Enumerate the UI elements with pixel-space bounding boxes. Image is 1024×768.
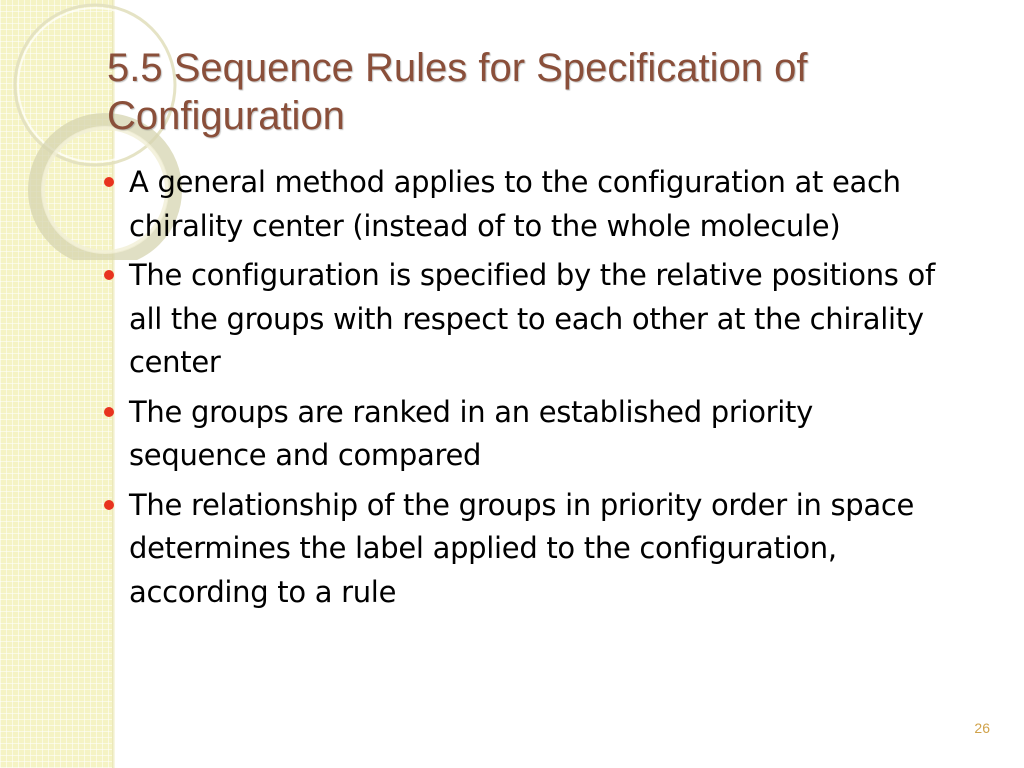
bullet-text: The groups are ranked in an established priority sequence and compared — [129, 394, 813, 472]
decorative-side-band — [0, 0, 112, 768]
bullet-dot-icon — [104, 407, 114, 417]
bullet-item — [100, 161, 940, 248]
bullet-item — [100, 484, 940, 615]
bullet-dot-icon — [104, 500, 114, 510]
bullet-item — [100, 391, 940, 478]
bullet-list — [100, 161, 940, 620]
bullet-dot-icon — [104, 177, 114, 187]
bullet-text: The configuration is specified by the relative positions of all the groups with respect to each other at the chirality center — [129, 258, 935, 379]
bullet-item — [100, 254, 940, 385]
bullet-text: The relationship of the groups in priority order in space determines the label applied to the configuration, according to a rule — [129, 487, 915, 609]
slide-title: 5.5 Sequence Rules for Specification of Configuration — [107, 46, 808, 138]
bullet-dot-icon — [104, 270, 114, 280]
page-number: 26 — [974, 720, 990, 736]
bullet-text: A general method applies to the configuration at each chirality center (instead of to the whole molecule) — [129, 165, 901, 243]
